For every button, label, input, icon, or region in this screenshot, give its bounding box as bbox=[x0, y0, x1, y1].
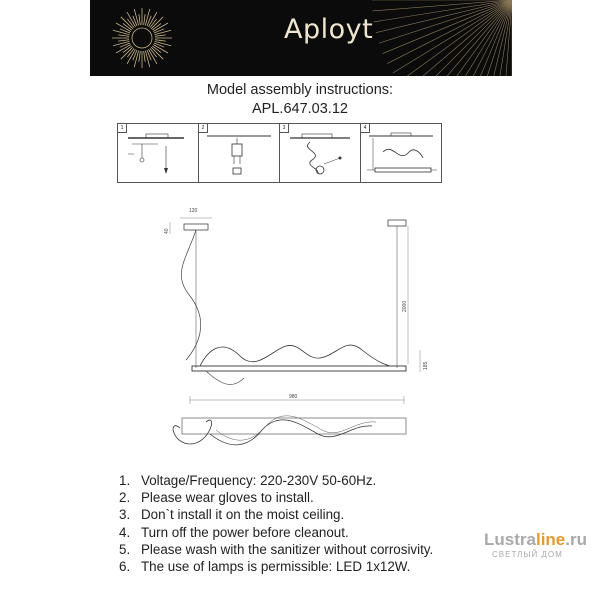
dimension-bar-length: 980 bbox=[289, 394, 298, 400]
watermark-subtitle: СВЕТЛЫЙ ДОМ bbox=[492, 550, 563, 559]
spec-number: 5. bbox=[119, 541, 131, 557]
step-2-drawing bbox=[199, 124, 279, 182]
spec-number: 3. bbox=[119, 507, 131, 523]
spec-text: Please wear gloves to install. bbox=[141, 490, 314, 506]
step-4-number: 4 bbox=[361, 124, 370, 133]
model-number: APL.647.03.12 bbox=[252, 101, 348, 117]
spec-number: 6. bbox=[119, 558, 131, 574]
step-4-box bbox=[360, 123, 442, 183]
spec-number: 4. bbox=[119, 524, 131, 540]
spec-number: 1. bbox=[119, 473, 131, 488]
spec-text: Voltage/Frequency: 220-230V 50-60Hz. bbox=[141, 473, 377, 488]
brand-name: Aployt bbox=[284, 14, 374, 45]
spec-text: Don`t install it on the moist ceiling. bbox=[141, 507, 345, 523]
dimension-cable-length: 2000 bbox=[402, 300, 408, 312]
dimension-side: 40 bbox=[164, 228, 170, 234]
step-1-drawing bbox=[118, 124, 198, 182]
specifications-list bbox=[119, 472, 433, 575]
lamp-technical-drawing bbox=[0, 200, 600, 460]
step-3-number: 3 bbox=[280, 124, 289, 133]
spec-item bbox=[119, 506, 433, 523]
brand-banner bbox=[90, 0, 512, 76]
step-3-box bbox=[279, 123, 361, 183]
spec-item bbox=[119, 541, 433, 558]
spec-item bbox=[119, 558, 433, 575]
step-4-drawing bbox=[361, 124, 441, 182]
step-3-drawing bbox=[280, 124, 360, 182]
step-1-number: 1 bbox=[118, 124, 127, 133]
dimension-small-height: 185 bbox=[423, 361, 429, 370]
spec-item bbox=[119, 472, 433, 489]
step-2-number: 2 bbox=[199, 124, 208, 133]
dimension-top-width: 120 bbox=[189, 208, 198, 214]
spec-number: 2. bbox=[119, 490, 131, 506]
instructions-title: Model assembly instructions: bbox=[206, 82, 394, 98]
lustraline-watermark bbox=[484, 530, 587, 559]
step-2-box bbox=[198, 123, 280, 183]
watermark-logo: Lustraline.ru bbox=[484, 530, 587, 549]
spec-text: The use of lamps is permissible: LED 1x12W. bbox=[141, 558, 411, 574]
spec-item bbox=[119, 489, 433, 506]
spec-text: Please wash with the sanitizer without corrosivity. bbox=[141, 541, 434, 557]
spec-text: Turn off the power before cleanout. bbox=[141, 524, 349, 540]
step-1-box bbox=[117, 123, 199, 183]
spec-item bbox=[119, 524, 433, 541]
